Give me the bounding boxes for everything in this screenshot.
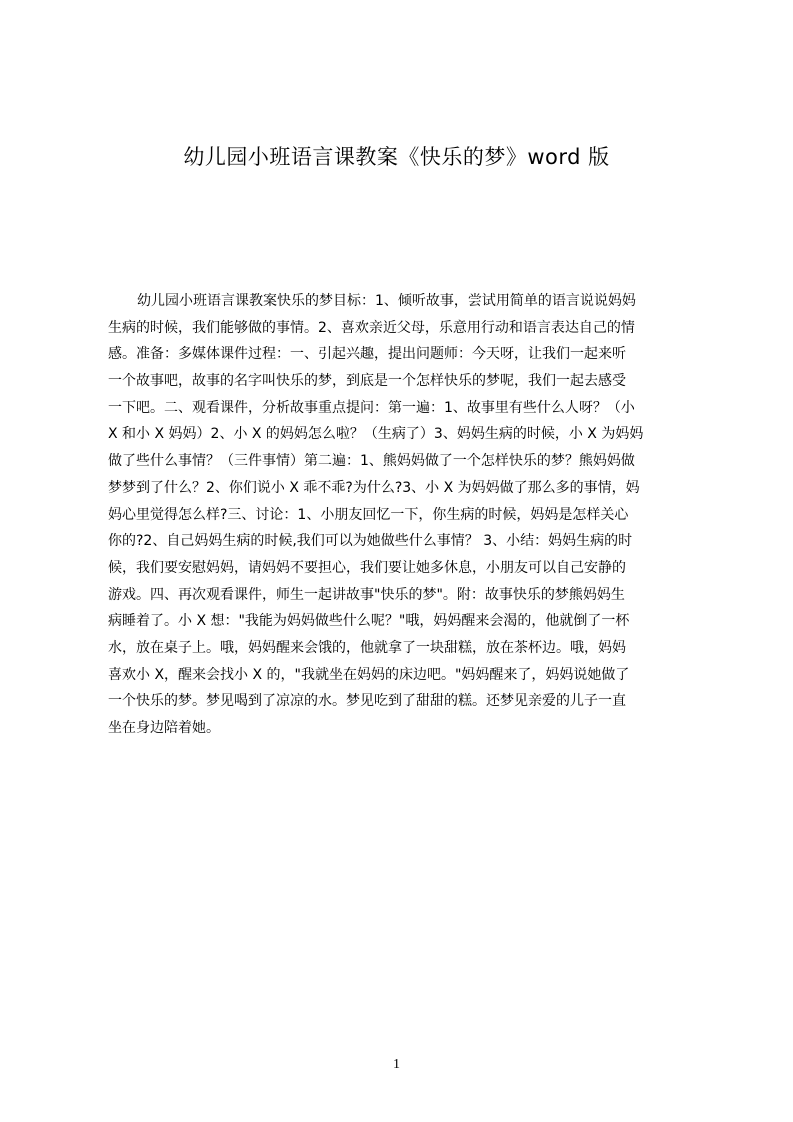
body-line: X 和小 X 妈妈）2、小 X 的妈妈怎么啦？（生病了）3、妈妈生病的时候，小 X 为妈妈: [108, 426, 644, 443]
body-line: 病睡着了。小 X 想："我能为妈妈做些什么呢？"哦，妈妈醒来会渴的，他就倒了一杯: [108, 613, 630, 630]
page-number: 1: [393, 1057, 400, 1072]
document-body: [108, 288, 697, 742]
body-line: 一下吧。二、观看课件，分析故事重点提问：第一遍：1、故事里有些什么人呀？（小: [108, 399, 635, 416]
document-title: 幼儿园小班语言课教案《快乐的梦》word 版: [183, 145, 610, 169]
body-line: 梦梦到了什么？2、你们说小 X 乖不乖?为什么?3、小 X 为妈妈做了那么多的事情，妈: [108, 479, 640, 496]
body-line: 你的?2、自己妈妈生病的时候,我们可以为她做些什么事情？ 3、小结：妈妈生病的时: [108, 533, 633, 550]
body-line: 一个故事吧，故事的名字叫快乐的梦，到底是一个怎样快乐的梦呢，我们一起去感受: [108, 373, 626, 390]
body-line: 水，放在桌子上。哦，妈妈醒来会饿的，他就拿了一块甜糕，放在茶杯边。哦，妈妈: [108, 639, 626, 656]
body-line: 游戏。四、再次观看课件，师生一起讲故事"快乐的梦"。附：故事快乐的梦熊妈妈生: [108, 586, 625, 603]
body-line: 坐在身边陪着她。: [108, 720, 220, 736]
body-line: 做了些什么事情？（三件事情）第二遍：1、熊妈妈做了一个怎样快乐的梦？熊妈妈做: [108, 453, 635, 470]
body-line: 感。准备：多媒体课件过程：一、引起兴趣，提出问题师：今天呀，让我们一起来听: [108, 346, 626, 363]
body-line: 候，我们要安慰妈妈，请妈妈不要担心，我们要让她多休息，小朋友可以自己安静的: [108, 559, 626, 576]
body-line: 喜欢小 X，醒来会找小 X 的，"我就坐在妈妈的床边吧。"妈妈醒来了，妈妈说她做了: [108, 666, 630, 683]
body-line: 妈心里觉得怎么样?三、讨论：1、小朋友回忆一下，你生病的时候，妈妈是怎样关心: [108, 506, 629, 523]
body-line: 一个快乐的梦。梦见喝到了凉凉的水。梦见吃到了甜甜的糕。还梦见亲爱的儿子一直: [108, 693, 626, 710]
body-line: 生病的时候，我们能够做的事情。2、喜欢亲近父母，乐意用行动和语言表达自己的情: [108, 319, 635, 336]
body-line: 幼儿园小班语言课教案快乐的梦目标：1、倾听故事，尝试用简单的语言说说妈妈: [137, 293, 636, 309]
